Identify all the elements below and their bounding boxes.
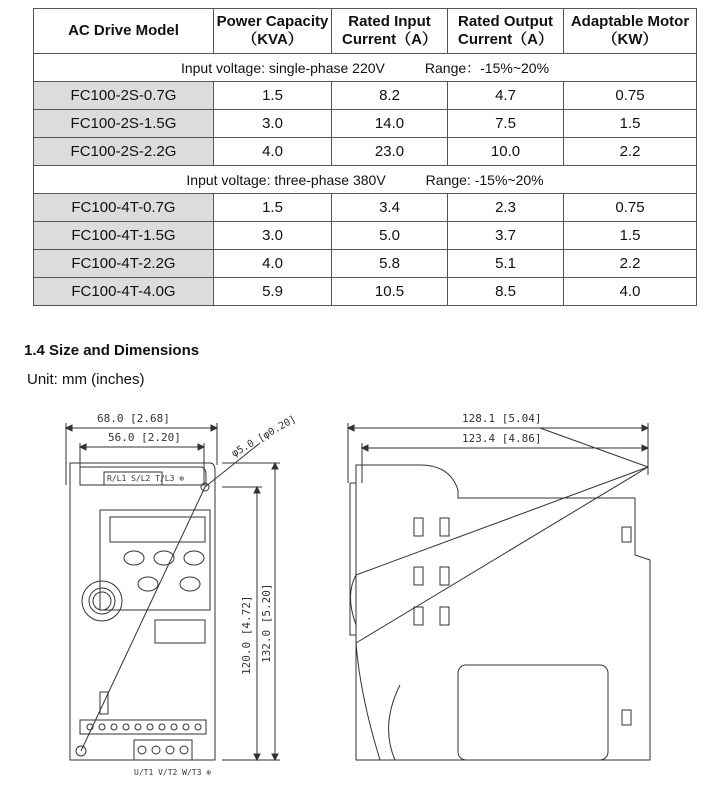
dimension-drawing (0, 395, 726, 793)
unit-note: Unit: mm (inches) (27, 371, 145, 388)
header-input: Rated Input Current（A） (332, 9, 448, 54)
header-motor: Adaptable Motor （KW） (564, 9, 697, 54)
side-depth-outer: 128.1 [5.04] (462, 412, 542, 425)
keypad-button (124, 551, 144, 565)
keypad-button (184, 551, 204, 565)
terminal-top-label: R/L1 S/L2 T/L3 ⊕ (107, 474, 185, 483)
side-view (348, 423, 650, 760)
section-heading: 1.4 Size and Dimensions (24, 342, 200, 359)
header-power: Power Capacity （KVA） (214, 9, 332, 54)
front-height-inner: 120.0 [4.72] (240, 595, 253, 675)
terminal-block-bottom (134, 740, 192, 760)
display-window (110, 517, 205, 542)
table-row: FC100-4T-4.0G 5.9 10.5 8.5 4.0 (34, 278, 697, 306)
front-width-inner: 56.0 [2.20] (108, 431, 181, 444)
front-hole-dia: φ5.0 [φ0.20] (230, 413, 299, 460)
spec-table (33, 8, 697, 306)
section-row-single-phase: Input voltage: single-phase 220V Range：-15%~20% (34, 54, 697, 82)
header-output: Rated Output Current（A） (448, 9, 564, 54)
table-row: FC100-2S-1.5G 3.0 14.0 7.5 1.5 (34, 110, 697, 138)
keypad-button (180, 577, 200, 591)
front-height-outer: 132.0 [5.20] (260, 583, 273, 663)
header-row (34, 9, 697, 54)
table-row: FC100-4T-0.7G 1.5 3.4 2.3 0.75 (34, 194, 697, 222)
front-width-outer: 68.0 [2.68] (97, 412, 170, 425)
keypad-button (154, 551, 174, 565)
section-row-three-phase: Input voltage: three-phase 380V Range: -15%~20% (34, 166, 697, 194)
table-row: FC100-4T-1.5G 3.0 5.0 3.7 1.5 (34, 222, 697, 250)
table-row: FC100-2S-0.7G 1.5 8.2 4.7 0.75 (34, 82, 697, 110)
potentiometer-knob (82, 581, 122, 621)
side-depth-inner: 123.4 [4.86] (462, 432, 542, 445)
terminal-bottom-label: U/T1 V/T2 W/T3 ⊕ (134, 768, 212, 777)
keypad-button (138, 577, 158, 591)
header-model: AC Drive Model (34, 9, 214, 54)
table-row: FC100-2S-2.2G 4.0 23.0 10.0 2.2 (34, 138, 697, 166)
table-row: FC100-4T-2.2G 4.0 5.8 5.1 2.2 (34, 250, 697, 278)
